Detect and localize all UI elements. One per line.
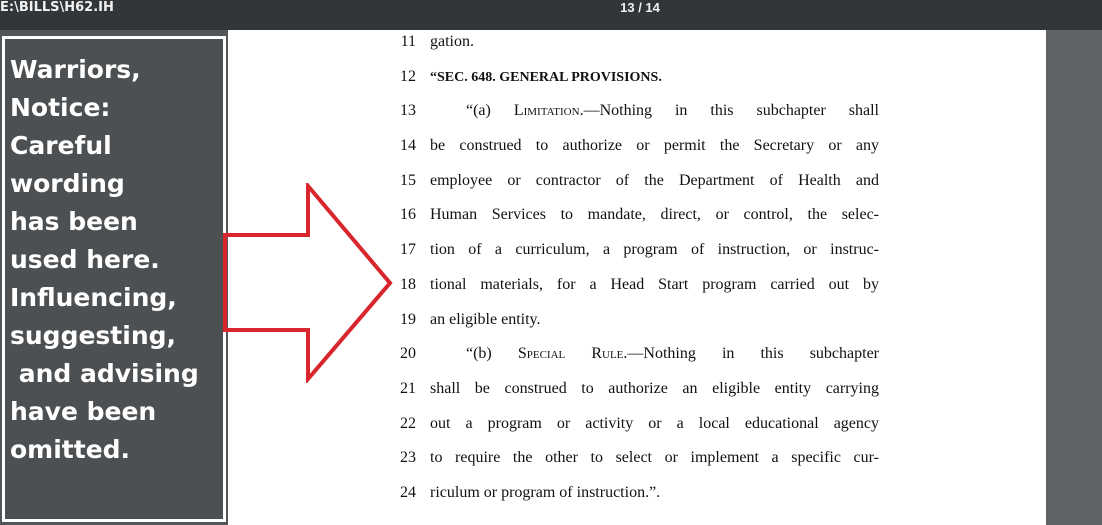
subsection-marker: “(a) — [466, 102, 514, 119]
line-text: out a program or activity or a local educational agency — [430, 415, 879, 432]
doc-line-23 — [228, 441, 1046, 475]
vertical-scrollbar[interactable] — [1046, 30, 1102, 525]
line-number: 19 — [400, 311, 416, 328]
current-page-number[interactable]: 13 — [620, 0, 635, 15]
arrow-right-icon — [222, 183, 394, 383]
subsection-title: Special Rule — [517, 345, 624, 362]
annotation-line: have been — [10, 397, 157, 426]
line-number: 14 — [400, 137, 416, 154]
annotation-line: used here. — [10, 245, 160, 274]
doc-line-14 — [228, 129, 1046, 163]
line-text: employee or contractor of the Department of Health and — [430, 172, 879, 189]
line-text: riculum or program of instruction.”. — [430, 484, 661, 501]
page-separator: / — [634, 0, 646, 15]
line-text: tional materials, for a Head Start program carried out by — [430, 276, 879, 293]
annotation-line: Warriors, — [10, 55, 141, 84]
line-number: 23 — [400, 449, 416, 466]
line-text: to require the other to select or implement a specific cur- — [430, 449, 879, 466]
total-pages: 14 — [645, 0, 660, 15]
section-heading: “SEC. 648. GENERAL PROVISIONS. — [430, 70, 662, 85]
line-number: 16 — [400, 206, 416, 223]
subsection-marker: “(b) — [466, 345, 518, 362]
annotation-line: has been — [10, 207, 138, 236]
line-text: an eligible entity. — [430, 311, 541, 328]
annotation-line: Careful — [10, 131, 112, 160]
line-text — [430, 345, 879, 363]
line-number: 21 — [400, 380, 416, 397]
doc-line-24 — [228, 476, 1046, 510]
line-number: 15 — [400, 172, 416, 189]
annotation-line: wording — [10, 169, 125, 198]
subsection-text: .—Nothing in this subchapter shall — [579, 102, 880, 119]
file-title: E:\BILLS\H62.IH — [0, 0, 114, 15]
doc-line-22 — [228, 407, 1046, 441]
line-number: 18 — [400, 276, 416, 293]
line-text — [430, 102, 879, 120]
annotation-line: Influencing, — [10, 283, 177, 312]
line-number: 13 — [400, 102, 416, 119]
line-number: 17 — [400, 241, 416, 258]
line-number: 22 — [400, 415, 416, 432]
line-text: tion of a curriculum, a program of instruction, or instruc- — [430, 241, 879, 258]
annotation-line: and advising — [10, 359, 199, 388]
line-text: gation. — [430, 33, 474, 50]
line-text: be construed to authorize or permit the Secretary or any — [430, 137, 879, 154]
page-indicator — [560, 0, 720, 16]
line-number: 11 — [400, 33, 416, 50]
annotation-text — [10, 51, 224, 469]
annotation-line: omitted. — [10, 435, 131, 464]
line-text: shall be construed to authorize an eligible entity carrying — [430, 380, 879, 397]
subsection-text: .—Nothing in this subchapter — [623, 345, 879, 362]
annotation-callout — [2, 36, 226, 522]
doc-line-12 — [228, 60, 1046, 94]
line-number: 20 — [400, 345, 416, 362]
doc-line-11 — [228, 25, 1046, 59]
line-text: Human Services to mandate, direct, or control, the selec- — [430, 206, 879, 223]
annotation-line: suggesting, — [10, 321, 177, 350]
doc-line-13 — [228, 94, 1046, 128]
line-number: 24 — [400, 484, 416, 501]
line-number: 12 — [400, 68, 416, 85]
subsection-title: Limitation — [513, 102, 580, 119]
annotation-line: Notice: — [10, 93, 111, 122]
